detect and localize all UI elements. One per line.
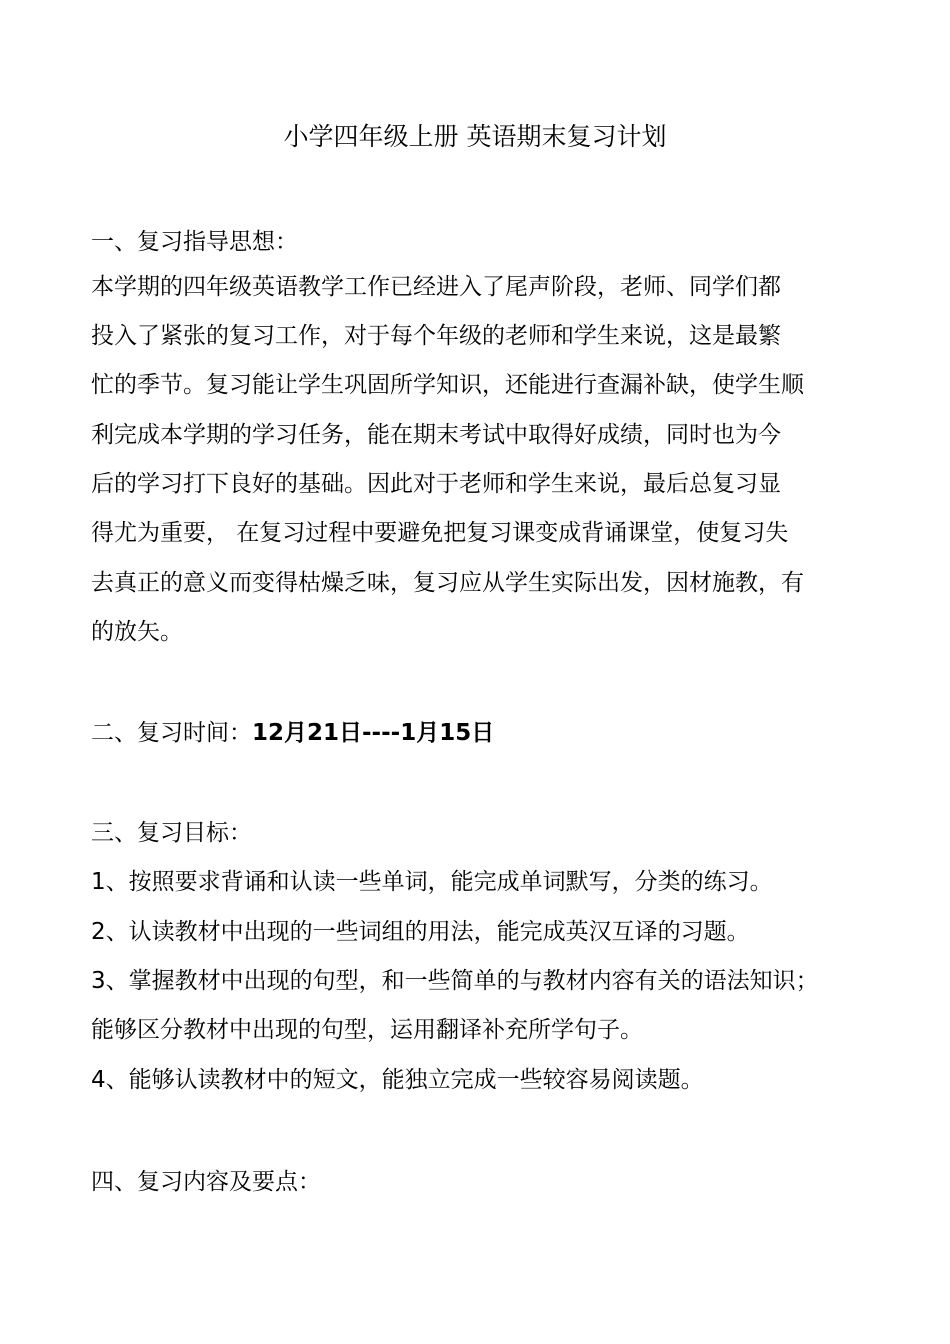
paragraph-line: 得尤为重要， 在复习过程中要避免把复习课变成背诵课堂，使复习失 bbox=[91, 520, 789, 546]
paragraph-line: 去真正的意义而变得枯燥乏味，复习应从学生实际出发，因材施教，有 bbox=[91, 570, 804, 596]
section-heading-review-goals: 三、复习目标： bbox=[91, 820, 252, 846]
paragraph-line: 的放矢。 bbox=[91, 619, 183, 645]
goal-item-continuation: 能够区分教材中出现的句型，运用翻译补充所学句子。 bbox=[91, 1017, 643, 1043]
paragraph-line: 投入了紧张的复习工作，对于每个年级的老师和学生来说，这是最繁 bbox=[91, 323, 781, 349]
paragraph-line: 后的学习打下良好的基础。因此对于老师和学生来说，最后总复习显 bbox=[91, 471, 781, 497]
goal-item: 2、认读教材中出现的一些词组的用法，能完成英汉互译的习题。 bbox=[91, 919, 750, 945]
goal-item: 4、能够认读教材中的短文，能独立完成一些较容易阅读题。 bbox=[91, 1067, 704, 1093]
paragraph-line: 利完成本学期的学习任务，能在期末考试中取得好成绩，同时也为今 bbox=[91, 422, 781, 448]
paragraph-line: 忙的季节。复习能让学生巩固所学知识，还能进行查漏补缺，使学生顺 bbox=[91, 372, 804, 398]
section-heading-review-content: 四、复习内容及要点： bbox=[91, 1169, 321, 1195]
goal-item: 1、按照要求背诵和认读一些单词，能完成单词默写，分类的练习。 bbox=[91, 869, 773, 895]
paragraph-line: 本学期的四年级英语教学工作已经进入了尾声阶段，老师、同学们都 bbox=[91, 274, 781, 300]
document-title: 小学四年级上册 英语期末复习计划 bbox=[283, 122, 667, 151]
review-time-label: 二、复习时间： bbox=[91, 720, 252, 746]
section-heading-guiding-thought: 一、复习指导思想： bbox=[91, 229, 298, 255]
review-time-value: 12月21日----1月15日 bbox=[252, 720, 495, 746]
goal-item: 3、掌握教材中出现的句型，和一些简单的与教材内容有关的语法知识； bbox=[91, 968, 819, 994]
section-heading-review-time bbox=[91, 713, 871, 753]
